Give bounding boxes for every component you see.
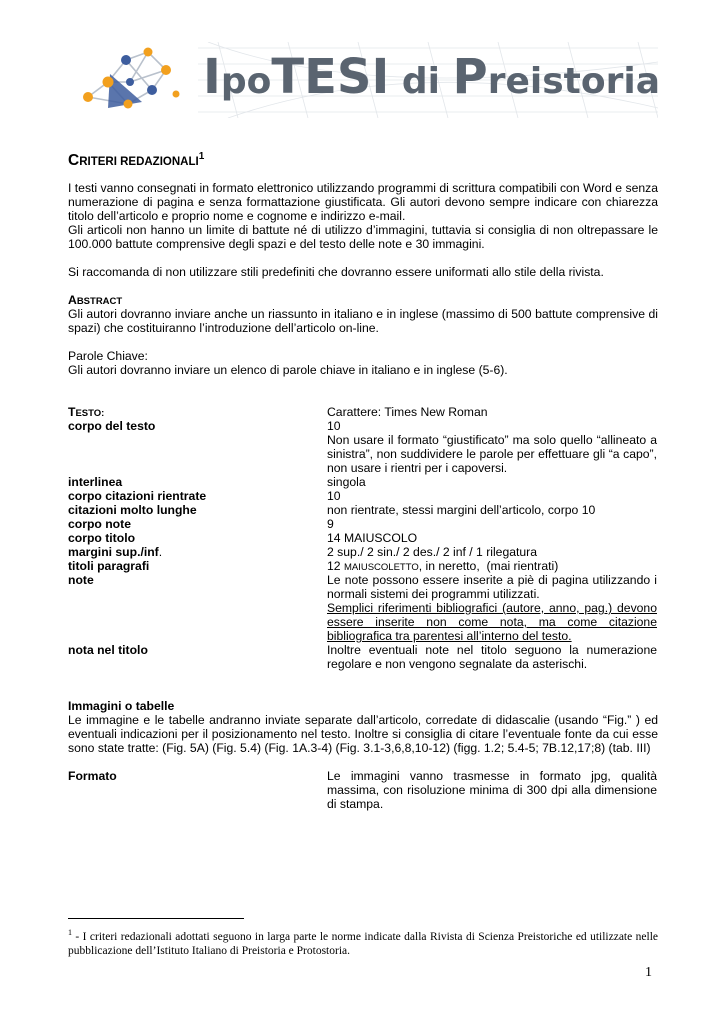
footnote-separator bbox=[68, 918, 244, 919]
row-value: Le note possono essere inserite a piè di pagina utilizzando i normali sistemi dei programmi utilizzati. Semplici riferimenti bibliografici (autore, anno, pag.) devono essere inserite non come nota, ma come citazione bibliografica tra parentesi all’interno del testo. bbox=[327, 573, 657, 643]
keywords-label: Parole Chiave: bbox=[68, 349, 148, 363]
row-value: singola bbox=[327, 475, 366, 489]
row-value: Non usare il formato “giustificato” ma solo quello “allineato a sinistra”, non suddividere le parole per effettuare gli “a capo”, non usare i rientri per i capoversi. bbox=[327, 433, 657, 475]
row-key: Formato bbox=[68, 769, 117, 783]
row-value: 10 bbox=[327, 419, 341, 433]
header-banner bbox=[68, 42, 658, 118]
row-value: Le immagini vanno trasmesse in formato jpg, qualità massima, con risoluzione minima di 300 dpi alla dimensione di stampa. bbox=[327, 769, 657, 811]
testo-font: Carattere: Times New Roman bbox=[327, 405, 488, 419]
journal-title: IpoTESI di Preistoria bbox=[203, 49, 660, 105]
intro-paragraph-1: I testi vanno consegnati in formato elettronico utilizzando programmi di scrittura compatibili con Word e senza numerazione di pagina e senza formattazione giustificata. Gli autori devono sempre indicare con chiarezza titolo dell’articolo e proprio nome e cognome e indirizzo e-mail. bbox=[68, 181, 658, 223]
abstract-text: Gli autori dovranno inviare anche un riassunto in italiano e in inglese (massimo di 500 battute comprensive di spazi) che costituiranno l’introduzione dell’articolo on-line. bbox=[68, 307, 658, 335]
row-key: corpo titolo bbox=[68, 531, 136, 545]
row-value: non rientrate, stessi margini dell’articolo, corpo 10 bbox=[327, 503, 596, 517]
row-key: margini sup./inf. bbox=[68, 545, 163, 559]
row-value: 14 MAIUSCOLO bbox=[327, 531, 418, 545]
row-key: corpo del testo bbox=[68, 419, 156, 433]
row-key: corpo citazioni rientrate bbox=[68, 489, 207, 503]
row-value: Inoltre eventuali note nel titolo seguono la numerazione regolare e non vengono segnalate da asterischi. bbox=[327, 643, 657, 671]
row-key: citazioni molto lunghe bbox=[68, 503, 197, 517]
row-key: nota nel titolo bbox=[68, 643, 148, 657]
row-key: interlinea bbox=[68, 475, 123, 489]
intro-paragraph-3: Si raccomanda di non utilizzare stili predefiniti che dovranno essere uniformati allo stile della rivista. bbox=[68, 265, 604, 279]
row-value: 10 bbox=[327, 489, 341, 503]
footnote: $^1$ - I criteri redazionali adottati seguono in larga parte le norme indicate dalla Rivista di Scienza Preistoriche ed utilizzate nelle pubblicazione dell’Istituto Italiano di Preistoria e Protostoria. bbox=[68, 928, 658, 957]
row-key: note bbox=[68, 573, 94, 587]
testo-heading: TESTO: bbox=[68, 405, 105, 419]
images-heading: Immagini o tabelle bbox=[68, 699, 175, 713]
row-value: 2 sup./ 2 sin./ 2 des./ 2 inf / 1 rilegatura bbox=[327, 545, 538, 559]
row-value: 12 MAIUSCOLETTO, in neretto, (mai rientrati) bbox=[327, 559, 559, 573]
abstract-heading: ABSTRACT bbox=[68, 293, 123, 307]
row-key: titoli paragrafi bbox=[68, 559, 150, 573]
images-text: Le immagine e le tabelle andranno inviate separate dall’articolo, corredate di didascalie (usando “Fig.” ) ed eventuali indicazioni per il posizionamento nel testo. Inoltre si consiglia di citare l’eventuale fonte da cui esse sono state tratte: (Fig. 5A) (Fig. 5.4) (Fig. 1A.3-4) (Fig. 3.1-3,6,8,10-12) (figg. 1.2; 5.4-5; 7B.12,17;8) (tab. III) bbox=[68, 713, 658, 755]
row-key: corpo note bbox=[68, 517, 131, 531]
page-title: CRITERI REDAZIONALI$^1$ bbox=[68, 151, 205, 169]
intro-paragraph-2: Gli articoli non hanno un limite di battute né di utilizzo d’immagini, tuttavia si consiglia di non oltrepassare le 100.000 battute comprensive degli spazi e del testo delle note e 30 immagini. bbox=[68, 223, 658, 251]
page-number: 1 bbox=[645, 965, 652, 980]
keywords-text: Gli autori dovranno inviare un elenco di parole chiave in italiano e in inglese (5-6). bbox=[68, 363, 508, 377]
row-value: 9 bbox=[327, 517, 334, 531]
